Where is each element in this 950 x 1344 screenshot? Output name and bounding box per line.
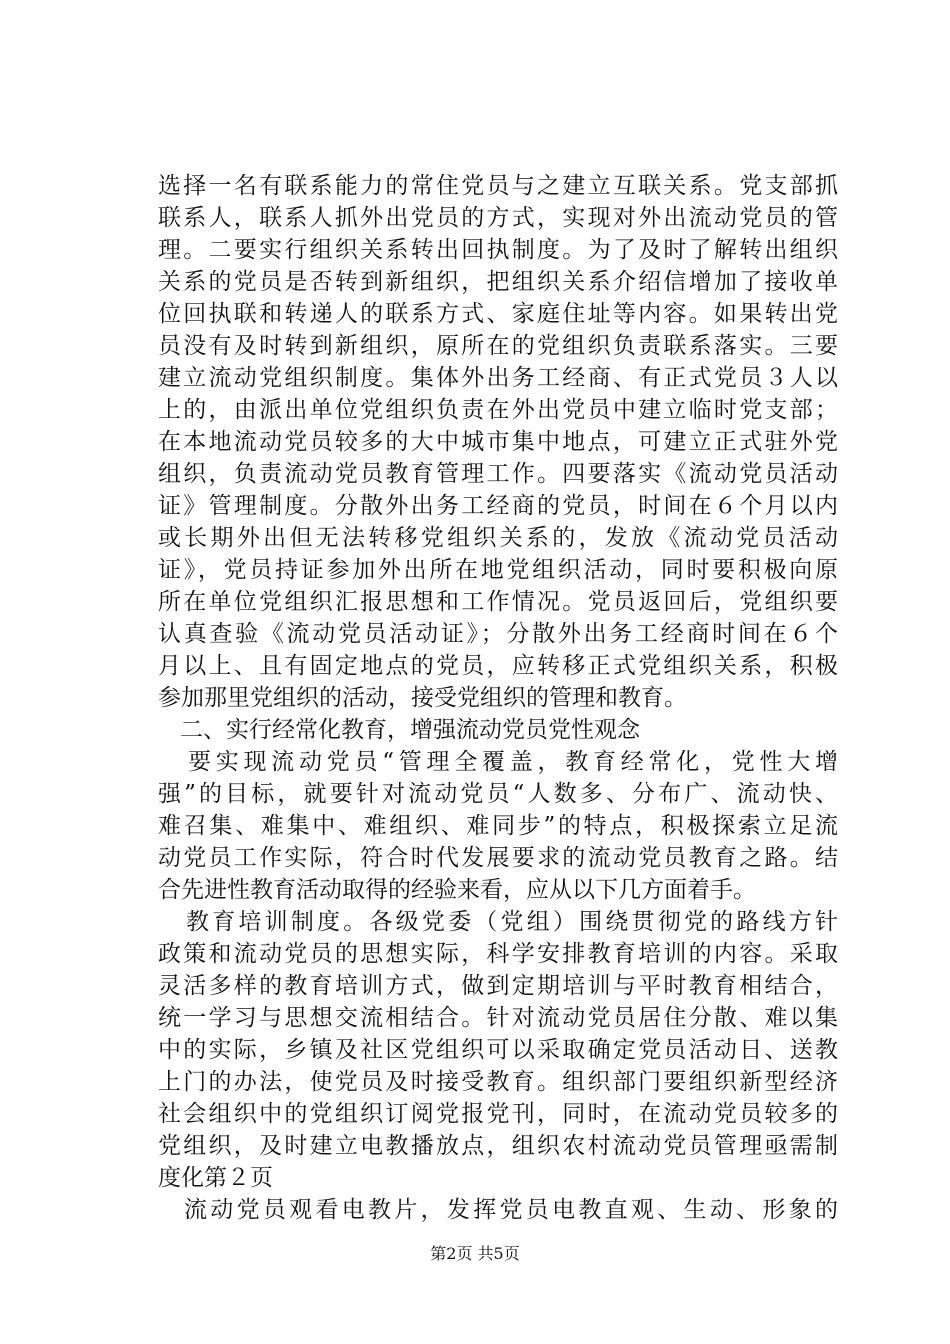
- text-line: 理。二要实行组织关系转出回执制度。为了及时了解转出组织: [158, 237, 838, 263]
- text-line: 选择一名有联系能力的常住党员与之建立互联关系。党支部抓: [158, 173, 838, 199]
- text-line: 证》管理制度。分散外出务工经商的党员，时间在６个月以内: [158, 493, 838, 519]
- text-line: 认真查验《流动党员活动证》；分散外出务工经商时间在６个: [158, 621, 838, 647]
- section-heading: 二、实行经常化教育，增强流动党员党性观念: [180, 717, 640, 743]
- body-text: [158, 170, 838, 1226]
- text-line: 难召集、难集中、难组织、难同步”的特点，积极探索立足流: [158, 813, 838, 839]
- text-line: 社会组织中的党组织订阅党报党刊，同时，在流动党员较多的: [158, 1101, 838, 1127]
- text-line: 教育培训制度。各级党委（党组）围绕贯彻党的路线方针: [186, 909, 838, 935]
- text-line: 组织，负责流动党员教育管理工作。四要落实《流动党员活动: [158, 461, 838, 487]
- text-line: 强”的目标，就要针对流动党员“人数多、分布广、流动快、: [158, 781, 838, 807]
- text-line: 在本地流动党员较多的大中城市集中地点，可建立正式驻外党: [158, 429, 838, 455]
- text-line: 所在单位党组织汇报思想和工作情况。党员返回后，党组织要: [158, 589, 838, 615]
- text-line: 参加那里党组织的活动，接受党组织的管理和教育。: [158, 685, 687, 711]
- text-line: 证》，党员持证参加外出所在地党组织活动，同时要积极向原: [158, 557, 838, 583]
- text-line: 员没有及时转到新组织，原所在的党组织负责联系落实。三要: [158, 333, 838, 359]
- text-line: 联系人，联系人抓外出党员的方式，实现对外出流动党员的管: [158, 205, 838, 231]
- text-line: 建立流动党组织制度。集体外出务工经商、有正式党员３人以: [158, 365, 838, 391]
- text-line: 党组织，及时建立电教播放点，组织农村流动党员管理亟需制: [158, 1133, 838, 1159]
- text-line: 统一学习与思想交流相结合。针对流动党员居住分散、难以集: [158, 1005, 838, 1031]
- text-line: 或长期外出但无法转移党组织关系的，发放《流动党员活动: [158, 525, 838, 551]
- text-line: 流动党员观看电教片，发挥党员电教直观、生动、形象的: [184, 1197, 838, 1223]
- text-line: 上的，由派出单位党组织负责在外出党员中建立临时党支部；: [158, 397, 838, 423]
- text-line: 政策和流动党员的思想实际，科学安排教育培训的内容。采取: [158, 941, 838, 967]
- text-line: 要实现流动党员“管理全覆盖，教育经常化，党性大增: [188, 749, 838, 775]
- text-line: 位回执联和转递人的联系方式、家庭住址等内容。如果转出党: [158, 301, 838, 327]
- text-line: 合先进性教育活动取得的经验来看，应从以下几方面着手。: [158, 877, 756, 903]
- text-line: 灵活多样的教育培训方式，做到定期培训与平时教育相结合，: [158, 973, 838, 999]
- text-line: 中的实际，乡镇及社区党组织可以采取确定党员活动日、送教: [158, 1037, 838, 1063]
- text-line: 上门的办法，使党员及时接受教育。组织部门要组织新型经济: [158, 1069, 838, 1095]
- text-line: 月以上、且有固定地点的党员，应转移正式党组织关系，积极: [158, 653, 838, 679]
- text-line: 关系的党员是否转到新组织，把组织关系介绍信增加了接收单: [158, 269, 838, 295]
- text-line: 动党员工作实际，符合时代发展要求的流动党员教育之路。结: [158, 845, 838, 871]
- page-number-footer: 第2页 共5页: [430, 1244, 520, 1263]
- text-line: 度化第２页: [158, 1165, 273, 1191]
